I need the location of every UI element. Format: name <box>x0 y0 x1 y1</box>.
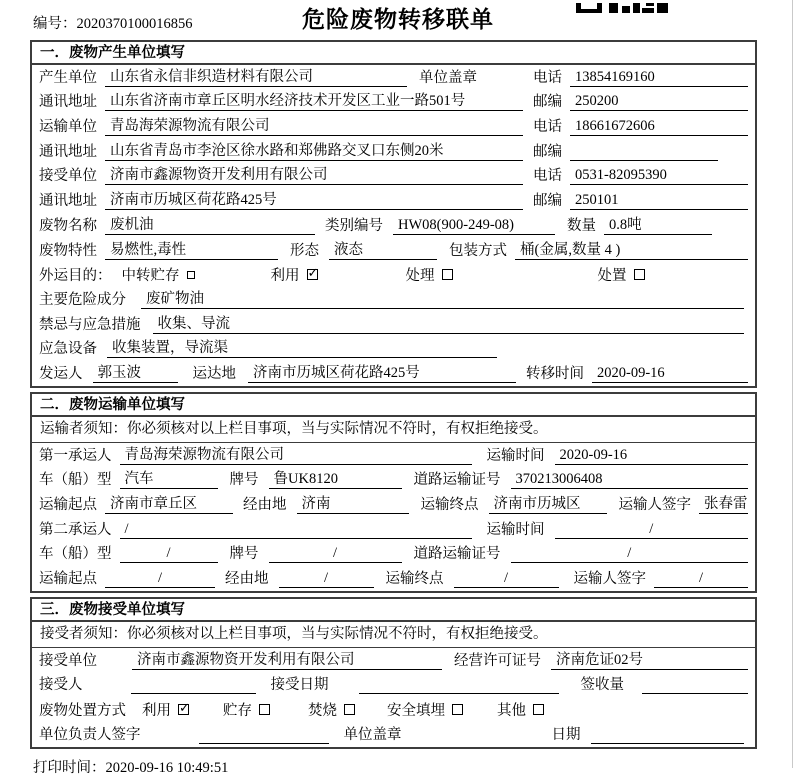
first-carrier-label: 第一承运人 <box>39 447 112 464</box>
producer-unit-value: 山东省永信非织造材料有限公司 <box>105 65 407 87</box>
via2-label: 经由地 <box>225 571 269 588</box>
producer-address-value: 山东省济南市章丘区明水经济技术开发区工业一路501号 <box>105 89 523 111</box>
outbound-purpose-label: 外运目的： <box>39 268 112 285</box>
option-disposal-utilize <box>142 699 189 720</box>
row-shipper <box>32 361 755 386</box>
packaging-label: 包装方式 <box>449 242 507 259</box>
emergency-measures-label: 禁忌与应急措施 <box>39 316 141 333</box>
disposal-other-checkbox <box>533 704 544 715</box>
row-vehicle2 <box>32 542 755 567</box>
page-edge-line <box>792 0 793 768</box>
producer-unit-label: 产生单位 <box>39 69 97 86</box>
emergency-equipment-label: 应急设备 <box>39 341 97 358</box>
manifest-table <box>30 40 757 749</box>
receiver-notice: 接受者须知：你必须核对以上栏目事项，当与实际情况不符时，有权拒绝接受。 <box>32 622 755 648</box>
carrier-sign1-label: 运输人签字 <box>618 497 691 513</box>
waste-traits-label: 废物特性 <box>39 242 97 259</box>
row-producer-unit <box>32 65 755 90</box>
transfer-time-label: 转移时间 <box>526 365 584 382</box>
receiver-person-value <box>131 676 256 694</box>
row-emergency-equipment <box>32 337 755 362</box>
print-time <box>33 756 796 777</box>
row-second-carrier <box>32 517 755 542</box>
disposal-utilize-checkbox <box>178 704 189 715</box>
option-disposal-landfill <box>387 699 463 720</box>
row-transport-unit <box>32 114 755 139</box>
print-time-value: 2020-09-16 10:49:51 <box>105 759 229 776</box>
row-waste-name <box>32 213 755 238</box>
option-transfer-storage <box>122 264 195 285</box>
quantity-value: 0.8吨 <box>604 213 712 235</box>
road-permit2-value: / <box>511 545 749 563</box>
doc-number-value: 2020370100016856 <box>76 16 193 32</box>
responsible-sign-value <box>199 726 329 744</box>
row-producer-address <box>32 90 755 115</box>
row-first-carrier <box>32 443 755 468</box>
producer-phone-value: 13854169160 <box>570 69 748 87</box>
shipper-value: 郭玉波 <box>93 361 178 383</box>
license-label: 经营许可证号 <box>454 652 541 669</box>
row-receiver-address <box>32 188 755 213</box>
plate1-value: 鲁UK8120 <box>269 467 402 489</box>
date-label: 日期 <box>551 726 581 743</box>
row-disposal-method <box>32 697 755 722</box>
shipper-label: 发运人 <box>39 365 83 382</box>
origin2-label: 运输起点 <box>39 571 97 588</box>
signed-quantity-value <box>642 676 748 694</box>
destination-label: 运达地 <box>192 365 236 382</box>
transport-unit-value: 青岛海荣源物流有限公司 <box>105 114 523 136</box>
origin1-label: 运输起点 <box>39 497 97 513</box>
option-treat-label: 处理 <box>405 268 435 285</box>
receiver-zip-value: 250101 <box>570 192 748 210</box>
option-utilize-label: 利用 <box>270 268 300 285</box>
second-carrier-label: 第二承运人 <box>39 521 112 538</box>
category-code-label: 类别编号 <box>325 217 383 234</box>
via1-value: 济南 <box>297 492 409 514</box>
road-permit1-value: 370213006408 <box>511 471 749 489</box>
waste-traits-value: 易燃性,毒性 <box>105 238 278 260</box>
form-label: 形态 <box>290 242 319 259</box>
option-transfer-storage-label: 中转贮存 <box>121 268 180 285</box>
transport-time1-value: 2020-09-16 <box>555 447 749 465</box>
row-route1 <box>32 492 755 517</box>
row-outbound-purpose <box>32 263 755 288</box>
transport-phone-label: 电话 <box>533 119 562 136</box>
plate2-value: / <box>269 545 402 563</box>
carrier-sign1-value: 张春雷 <box>699 492 748 514</box>
option-disposal-storage <box>223 699 270 720</box>
section-transporter <box>30 392 757 593</box>
emergency-equipment-value: 收集装置，导流渠 <box>107 336 497 358</box>
via1-label: 经由地 <box>243 497 287 513</box>
utilize-checkbox <box>307 269 318 280</box>
vehicle-type2-label: 车（船）型 <box>39 546 112 563</box>
destination-value: 济南市历城区荷花路425号 <box>248 361 516 383</box>
carrier-sign2-value: / <box>654 570 748 588</box>
transport-address-value: 山东省青岛市李沧区徐水路和郑佛路交叉口东侧20米 <box>105 139 523 161</box>
row-route2 <box>32 566 755 591</box>
row-responsible-sign <box>32 722 755 747</box>
endpoint2-label: 运输终点 <box>385 571 444 588</box>
section1-header: 一．废物产生单位填写 <box>32 42 755 65</box>
quantity-label: 数量 <box>567 217 596 234</box>
section-producer <box>30 40 757 388</box>
transport-zip-label: 邮编 <box>533 143 562 160</box>
plate2-label: 牌号 <box>229 546 259 563</box>
unit-seal-label: 单位盖章 <box>419 69 477 86</box>
treat-checkbox <box>442 269 453 280</box>
endpoint2-value: / <box>454 570 559 588</box>
row-waste-traits <box>32 238 755 263</box>
receiver-address-value: 济南市历城区荷花路425号 <box>105 188 523 210</box>
row-receiver-person <box>32 673 755 698</box>
second-carrier-value: / <box>120 521 472 539</box>
packaging-value: 桶(金属,数量 4 ) <box>515 238 748 260</box>
vehicle-type1-label: 车（船）型 <box>39 472 112 489</box>
first-carrier-value: 青岛海荣源物流有限公司 <box>120 443 472 465</box>
row-emergency-measures <box>32 312 755 337</box>
carrier-sign2-label: 运输人签字 <box>573 571 646 588</box>
license-value: 济南危证02号 <box>551 648 748 670</box>
receive-date-label: 接受日期 <box>270 677 329 694</box>
row-transport-address <box>32 139 755 164</box>
option-dispose-label: 处置 <box>597 268 627 285</box>
transport-address-label: 通讯地址 <box>39 143 97 160</box>
receiving-unit-label: 接受单位 <box>39 652 97 669</box>
transport-phone-value: 18661672606 <box>570 118 748 136</box>
disposal-method-label: 废物处置方式 <box>39 703 126 720</box>
row-receiving-unit <box>32 648 755 673</box>
producer-zip-label: 邮编 <box>533 94 562 111</box>
qr-code-remnant-icon <box>576 0 668 18</box>
producer-phone-label: 电话 <box>533 69 562 86</box>
disposal-landfill-checkbox <box>452 704 463 715</box>
hazard-components-label: 主要危险成分 <box>39 291 126 308</box>
producer-zip-value: 250200 <box>570 93 748 111</box>
row-receiver-unit <box>32 164 755 189</box>
option-utilize <box>271 264 318 285</box>
emergency-measures-value: 收集、导流 <box>153 312 745 334</box>
transporter-notice: 运输者须知：你必须核对以上栏目事项，当与实际情况不符时，有权拒绝接受。 <box>32 417 755 443</box>
via2-value: / <box>279 570 374 588</box>
vehicle-type1-value: 汽车 <box>120 467 218 489</box>
hazard-components-value: 废矿物油 <box>141 287 744 309</box>
endpoint1-label: 运输终点 <box>420 497 479 513</box>
date-value <box>591 726 745 744</box>
transport-zip-value <box>570 143 718 161</box>
receive-date-value <box>359 676 559 694</box>
transfer-time-value: 2020-09-16 <box>592 365 748 383</box>
row-vehicle1 <box>32 468 755 493</box>
option-dispose <box>598 264 645 285</box>
unit-seal2-label: 单位盖章 <box>343 726 402 743</box>
row-hazard-components <box>32 287 755 312</box>
print-time-label: 打印时间： <box>33 759 106 776</box>
vehicle-type2-value: / <box>120 545 218 563</box>
disposal-utilize-label: 利用 <box>142 703 171 720</box>
transport-time2-value: / <box>555 521 749 539</box>
disposal-landfill-label: 安全填埋 <box>387 703 445 720</box>
waste-name-value: 废机油 <box>105 213 315 235</box>
disposal-incinerate-checkbox <box>344 704 355 715</box>
transport-unit-label: 运输单位 <box>39 119 97 136</box>
disposal-incinerate-label: 焚烧 <box>308 703 337 720</box>
receiving-unit-value: 济南市鑫源物资开发利用有限公司 <box>132 648 442 670</box>
endpoint1-value: 济南市历城区 <box>489 492 607 514</box>
transport-time1-label: 运输时间 <box>486 447 545 464</box>
receiver-phone-value: 0531-82095390 <box>570 167 748 185</box>
disposal-storage-label: 贮存 <box>223 703 252 720</box>
receiver-phone-label: 电话 <box>533 168 562 185</box>
section3-header: 三．废物接受单位填写 <box>32 599 755 622</box>
waste-name-label: 废物名称 <box>39 217 97 234</box>
document-header <box>0 0 796 40</box>
receiver-unit-value: 济南市鑫源物资开发利用有限公司 <box>105 163 523 185</box>
road-permit1-label: 道路运输证号 <box>413 472 501 489</box>
transfer-storage-checkbox <box>187 271 195 279</box>
receiver-address-label: 通讯地址 <box>39 193 97 210</box>
form-value: 液态 <box>329 238 437 260</box>
option-disposal-other <box>497 699 544 720</box>
road-permit2-label: 道路运输证号 <box>413 546 501 563</box>
option-disposal-incinerate <box>308 699 355 720</box>
transport-time2-label: 运输时间 <box>486 521 545 538</box>
receiver-zip-label: 邮编 <box>533 193 562 210</box>
receiver-person-label: 接受人 <box>39 677 83 694</box>
origin1-value: 济南市章丘区 <box>105 492 233 514</box>
dispose-checkbox <box>634 269 645 280</box>
receiver-unit-label: 接受单位 <box>39 168 97 185</box>
origin2-value: / <box>105 570 215 588</box>
responsible-sign-label: 单位负责人签字 <box>39 726 141 743</box>
disposal-other-label: 其他 <box>497 703 526 720</box>
signed-quantity-label: 签收量 <box>580 677 624 694</box>
producer-address-label: 通讯地址 <box>39 94 97 111</box>
plate1-label: 牌号 <box>229 472 259 489</box>
section-receiver <box>30 597 757 749</box>
option-treat <box>406 264 453 285</box>
disposal-storage-checkbox <box>259 704 270 715</box>
category-code-value: HW08(900-249-08) <box>393 217 555 235</box>
doc-number-label: 编号： <box>33 16 77 32</box>
section2-header: 二．废物运输单位填写 <box>32 394 755 417</box>
page-title: 危险废物转移联单 <box>302 6 494 32</box>
